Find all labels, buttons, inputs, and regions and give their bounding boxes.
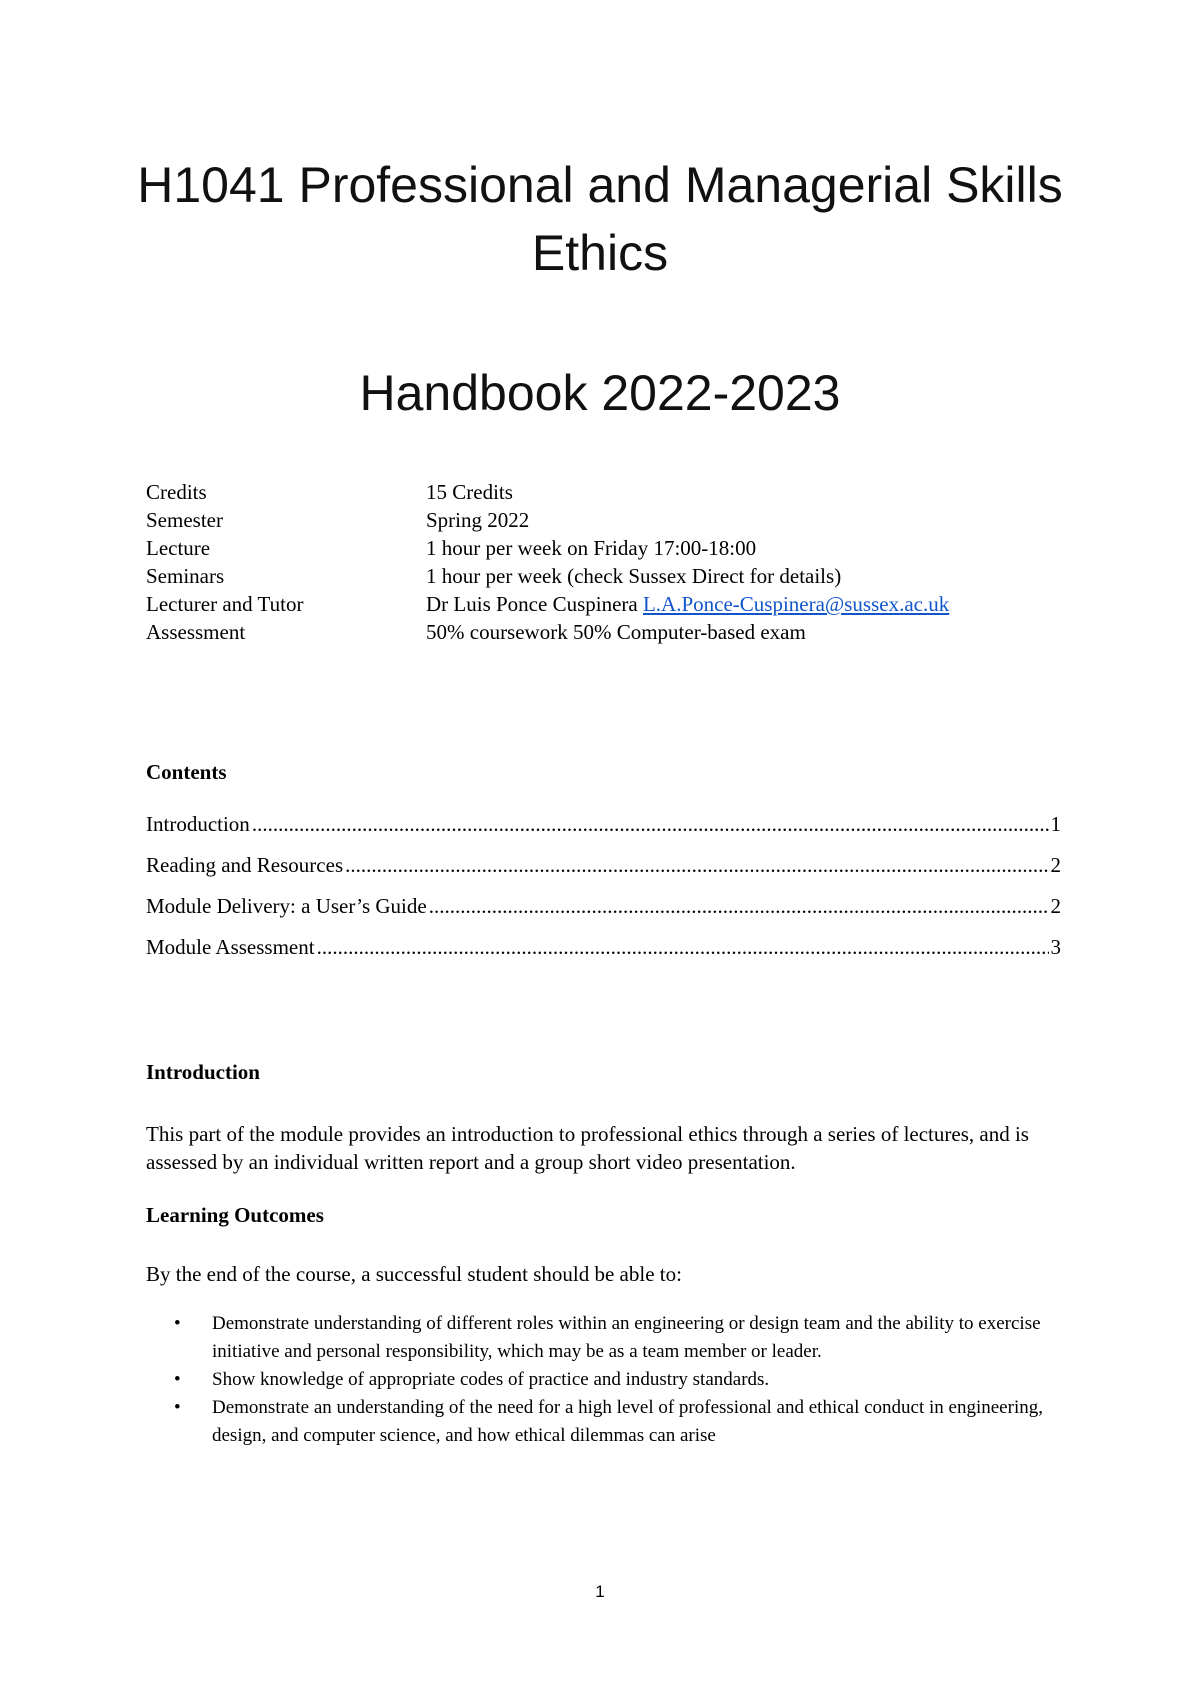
detail-value: 15 Credits <box>426 480 513 504</box>
detail-value: 1 hour per week on Friday 17:00-18:00 <box>426 536 757 560</box>
detail-row-lecturer <box>146 590 949 618</box>
toc-entry[interactable] <box>146 853 1061 894</box>
page-number: 1 <box>595 1582 605 1601</box>
toc-entry-label: Reading and Resources <box>146 853 344 877</box>
detail-row-seminars <box>146 562 949 590</box>
detail-value: 50% coursework 50% Computer-based exam <box>426 620 806 644</box>
lecturer-email-link[interactable]: L.A.Ponce-Cuspinera@sussex.ac.uk <box>642 592 950 616</box>
toc-entry-label: Introduction <box>146 812 250 836</box>
contents-heading: Contents <box>146 760 227 784</box>
toc-entry-page: 3 <box>1050 935 1061 959</box>
list-item <box>146 1310 1066 1366</box>
list-item-text: Demonstrate an understanding of the need for a high level of professional and ethical conduct in engineering, design, and computer science, and how ethical dilemmas can arise <box>212 1397 1043 1446</box>
list-item <box>146 1394 1066 1450</box>
toc-entry[interactable] <box>146 812 1061 853</box>
toc-leader-dots <box>345 853 1048 878</box>
toc-leader-dots <box>252 812 1049 837</box>
toc-leader-dots <box>429 894 1049 919</box>
list-item <box>146 1366 1066 1394</box>
toc-entry-page: 1 <box>1050 812 1061 836</box>
detail-row-assessment <box>146 618 949 646</box>
detail-label: Lecturer and Tutor <box>146 592 304 616</box>
toc-entry-label: Module Assessment <box>146 935 315 959</box>
detail-value: Spring 2022 <box>426 508 530 532</box>
toc-entry[interactable] <box>146 935 1061 976</box>
handbook-title: Handbook 2022-2023 <box>359 365 841 421</box>
learning-outcomes-intro: By the end of the course, a successful student should be able to: <box>146 1262 682 1286</box>
detail-row-credits <box>146 478 949 506</box>
toc-entry-page: 2 <box>1050 853 1061 877</box>
detail-row-lecture <box>146 534 949 562</box>
lecturer-name: Dr Luis Ponce Cuspinera <box>426 592 638 616</box>
detail-label: Lecture <box>146 536 211 560</box>
bullet-icon: • <box>174 1313 181 1334</box>
document-subtitle: Ethics <box>531 225 669 281</box>
detail-label: Seminars <box>146 564 225 588</box>
toc-entry-label: Module Delivery: a User’s Guide <box>146 894 427 918</box>
detail-label: Credits <box>146 480 207 504</box>
bullet-icon: • <box>174 1397 181 1418</box>
list-item-text: Show knowledge of appropriate codes of practice and industry standards. <box>212 1369 770 1390</box>
introduction-paragraph: This part of the module provides an introduction to professional ethics through a series of lectures, and is assessed by an individual written report and a group short video presentation. <box>146 1122 1029 1174</box>
toc-entry-page: 2 <box>1050 894 1061 918</box>
list-item-text: Demonstrate understanding of different roles within an engineering or design team and the ability to exercise initiative and personal responsibility, which may be as a team member or leader. <box>212 1313 1041 1362</box>
module-details <box>146 478 949 646</box>
learning-outcomes-heading: Learning Outcomes <box>146 1203 324 1227</box>
detail-value <box>426 590 949 618</box>
bullet-icon: • <box>174 1369 181 1390</box>
toc-entry[interactable] <box>146 894 1061 935</box>
detail-label: Assessment <box>146 620 246 644</box>
learning-outcomes-list <box>146 1310 1066 1450</box>
detail-label: Semester <box>146 508 223 532</box>
detail-value: 1 hour per week (check Sussex Direct for details) <box>426 564 842 588</box>
table-of-contents <box>146 812 1061 976</box>
toc-leader-dots <box>317 935 1049 960</box>
detail-row-semester <box>146 506 949 534</box>
introduction-heading: Introduction <box>146 1060 260 1084</box>
document-title: H1041 Professional and Managerial Skills <box>137 157 1063 213</box>
